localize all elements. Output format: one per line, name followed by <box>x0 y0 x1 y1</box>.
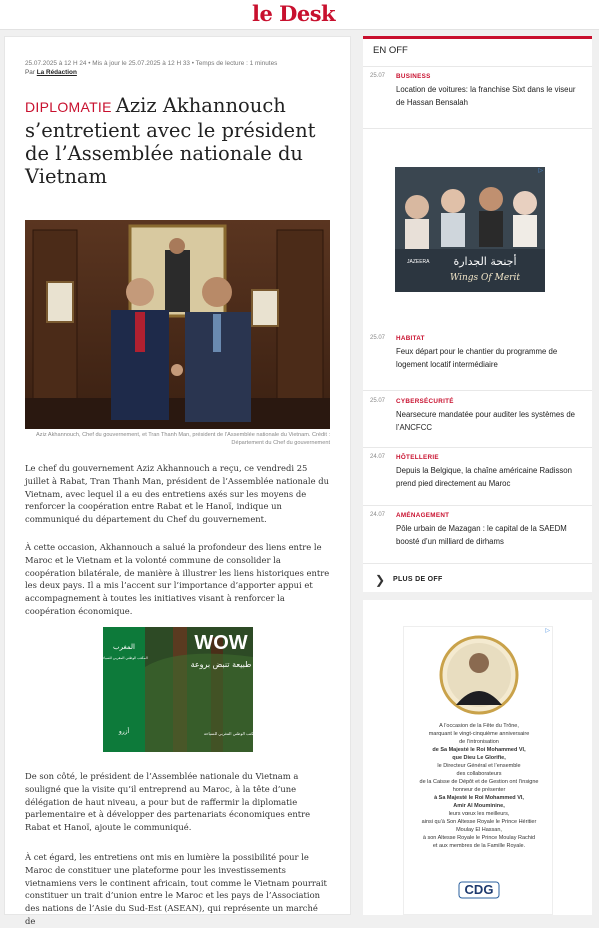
royal-ad-text <box>409 722 549 850</box>
sidebar-item[interactable] <box>363 448 592 506</box>
article-paragraph: Le chef du gouvernement Aziz Akhannouch a reçu, ce vendredi 25 juillet à Rabat, Tran Thanh Man, président de l’Assemblée nationale du Vietnam, avec lequel il a eu des entretiens axés sur les moyens de renforcer la coopération entre Rabat et le Hanoï, indique un communiqué du département du Chef du gouvernement. <box>25 463 329 525</box>
byline-prefix: Par <box>25 69 35 76</box>
more-off-label: PLUS DE OFF <box>393 576 443 583</box>
royal-line: honneur de présenter <box>452 787 506 793</box>
item-category[interactable]: AMÉNAGEMENT <box>396 512 450 519</box>
inline-ad-illustration <box>100 627 259 752</box>
adchoices-icon[interactable]: ▷ <box>538 168 543 174</box>
royal-line: à Sa Majesté le Roi Mohammed VI, <box>434 795 524 801</box>
more-off-button[interactable] <box>363 563 592 595</box>
ad-place: أزرو <box>118 728 130 735</box>
royal-line: Moulay El Hassan, <box>456 827 502 833</box>
royal-line: A l’occasion de la Fête du Trône, <box>439 723 519 729</box>
author-link[interactable]: La Rédaction <box>36 69 77 76</box>
article-byline <box>25 68 345 77</box>
item-category[interactable]: BUSINESS <box>396 73 431 80</box>
royal-line: leurs vœux les meilleurs, <box>448 811 510 817</box>
article-paragraph: De son côté, le président de l’Assemblée nationale du Vietnam a souligné que la visite qu’il entreprend au Maroc, à la tête d’une délégation de haut niveau, a pour but de raffermir la diplomatie parlementaire et à développer des partenariats économiques entre Rabat et Hanoï, ajoute le communiqué. <box>25 771 311 833</box>
royal-line: ainsi qu’à Son Altesse Royale le Prince Héritier <box>421 819 537 825</box>
sidebar-en-off <box>363 36 592 592</box>
ad-brand-label: JAZEERA <box>407 259 430 265</box>
article-category[interactable]: DIPLOMATIE <box>25 99 112 115</box>
item-category[interactable]: HABITAT <box>396 335 425 342</box>
adchoices-icon[interactable]: ▷ <box>545 628 550 634</box>
sidebar-ad-illustration <box>395 167 545 292</box>
article-photo <box>25 220 330 429</box>
item-date: 24.07 <box>370 512 386 518</box>
royal-line: de la Caisse de Dépôt et de Gestion ont l’insigne <box>419 779 539 785</box>
ad-office: المكتب الوطني المغربي للسياحة <box>203 731 259 736</box>
article-meta <box>25 59 345 77</box>
sidebar-item[interactable] <box>363 67 592 129</box>
royal-ad[interactable] <box>403 626 553 915</box>
article-dates: 25.07.2025 à 12 H 24 • Mis à jour le 25.07.2025 à 12 H 33 • Temps de lecture : 1 minutes <box>25 60 278 67</box>
royal-line: marquant le vingt-cinquième anniversaire <box>428 731 530 737</box>
ad-wow: WOW <box>194 632 248 654</box>
royal-line: de Sa Majesté le Roi Mohammed VI, <box>432 747 526 753</box>
sidebar-item[interactable] <box>363 506 592 563</box>
ad-brand-sub: المكتب الوطني المغربي للسياحة <box>100 656 148 660</box>
article-column <box>4 36 351 926</box>
item-category[interactable]: CYBERSÉCURITÉ <box>396 398 454 405</box>
photo-illustration <box>25 220 330 429</box>
ad-brand: المغرب <box>113 643 135 651</box>
sidebar-item[interactable] <box>363 392 592 448</box>
sidebar-ad[interactable] <box>395 167 545 292</box>
ad-title-en: Wings Of Merit <box>450 273 520 283</box>
royal-line: de l’intronisation <box>459 739 499 745</box>
photo-caption: Aziz Akhannouch, Chef du gouvernement, et Tran Thanh Man, président de l’Assemblée nationale du Vietnam. Crédit : Département du Chef du gouvernement <box>36 432 330 446</box>
item-category[interactable]: HÔTELLERIE <box>396 454 439 461</box>
item-title[interactable]: Location de voitures: la franchise Sixt dans le viseur de Hassan Bensalah <box>396 85 576 107</box>
royal-line: et aux membres de la Famille Royale. <box>432 843 526 849</box>
royal-line: le Directeur Général et l’ensemble <box>437 763 521 769</box>
inline-ad[interactable] <box>100 627 259 752</box>
royal-line: que Dieu Le Glorifie, <box>452 755 506 761</box>
item-title[interactable]: Pôle urbain de Mazagan : le capital de la SAEDM boosté d’un milliard de dirhams <box>396 524 567 546</box>
item-date: 25.07 <box>370 73 386 79</box>
royal-line: Amir Al Mouminine, <box>453 803 505 809</box>
item-title[interactable]: Nearsecure mandatée pour auditer les systèmes de l’ANCFCC <box>396 410 575 432</box>
sidebar-ad-block <box>363 600 592 915</box>
sidebar-header: EN OFF <box>363 39 592 67</box>
item-date: 25.07 <box>370 335 386 341</box>
top-bar <box>0 0 599 30</box>
item-title[interactable]: Depuis la Belgique, la chaîne américaine Radisson prend pied directement au Maroc <box>396 466 572 488</box>
site-logo[interactable]: le Desk <box>252 1 336 26</box>
article-paragraph: À cette occasion, Akhannouch a salué la profondeur des liens entre le Maroc et le Vietnam et la volonté commune de consolider la coopération bilatérale, de manière à illustrer les liens historiques entre les deux pays. Il a mis l’accent sur l’importance d’apporter appui et accompagnement à toutes les initiatives visant à renforcer la coopération économique. <box>25 542 330 616</box>
item-title[interactable]: Feux départ pour le chantier du programme de logement locatif intermédiaire <box>396 347 558 369</box>
royal-line: à son Altesse Royale le Prince Moulay Rachid <box>422 835 536 841</box>
item-date: 24.07 <box>370 454 386 460</box>
sidebar-item[interactable] <box>363 329 592 391</box>
ad-tagline: طبيعة تنبض بروعة <box>190 660 252 669</box>
article-headline: Aziz Akhannouch s’entretient avec le président de l’Assemblée nationale du Vietnam <box>25 94 316 188</box>
ad-title-ar: أجنحة الجدارة <box>453 255 517 268</box>
cdg-logo: CDG <box>464 882 494 897</box>
chevron-right-icon: ❯ <box>375 573 386 587</box>
article-title <box>25 94 335 188</box>
royal-line: des collaborateurs <box>456 771 502 777</box>
item-date: 25.07 <box>370 398 386 404</box>
article-paragraph: À cet égard, les entretiens ont mis en lumière la possibilité pour le Maroc de constituer une plateforme pour les investissements vietnamiens vers le continent africain, tout comme le Vietnam pourrait constituer un trait d’union entre le Maroc et les pays de l’Association des nations de l’Asie du Sud-Est (ASEAN), qui représente un marché de <box>25 852 327 926</box>
